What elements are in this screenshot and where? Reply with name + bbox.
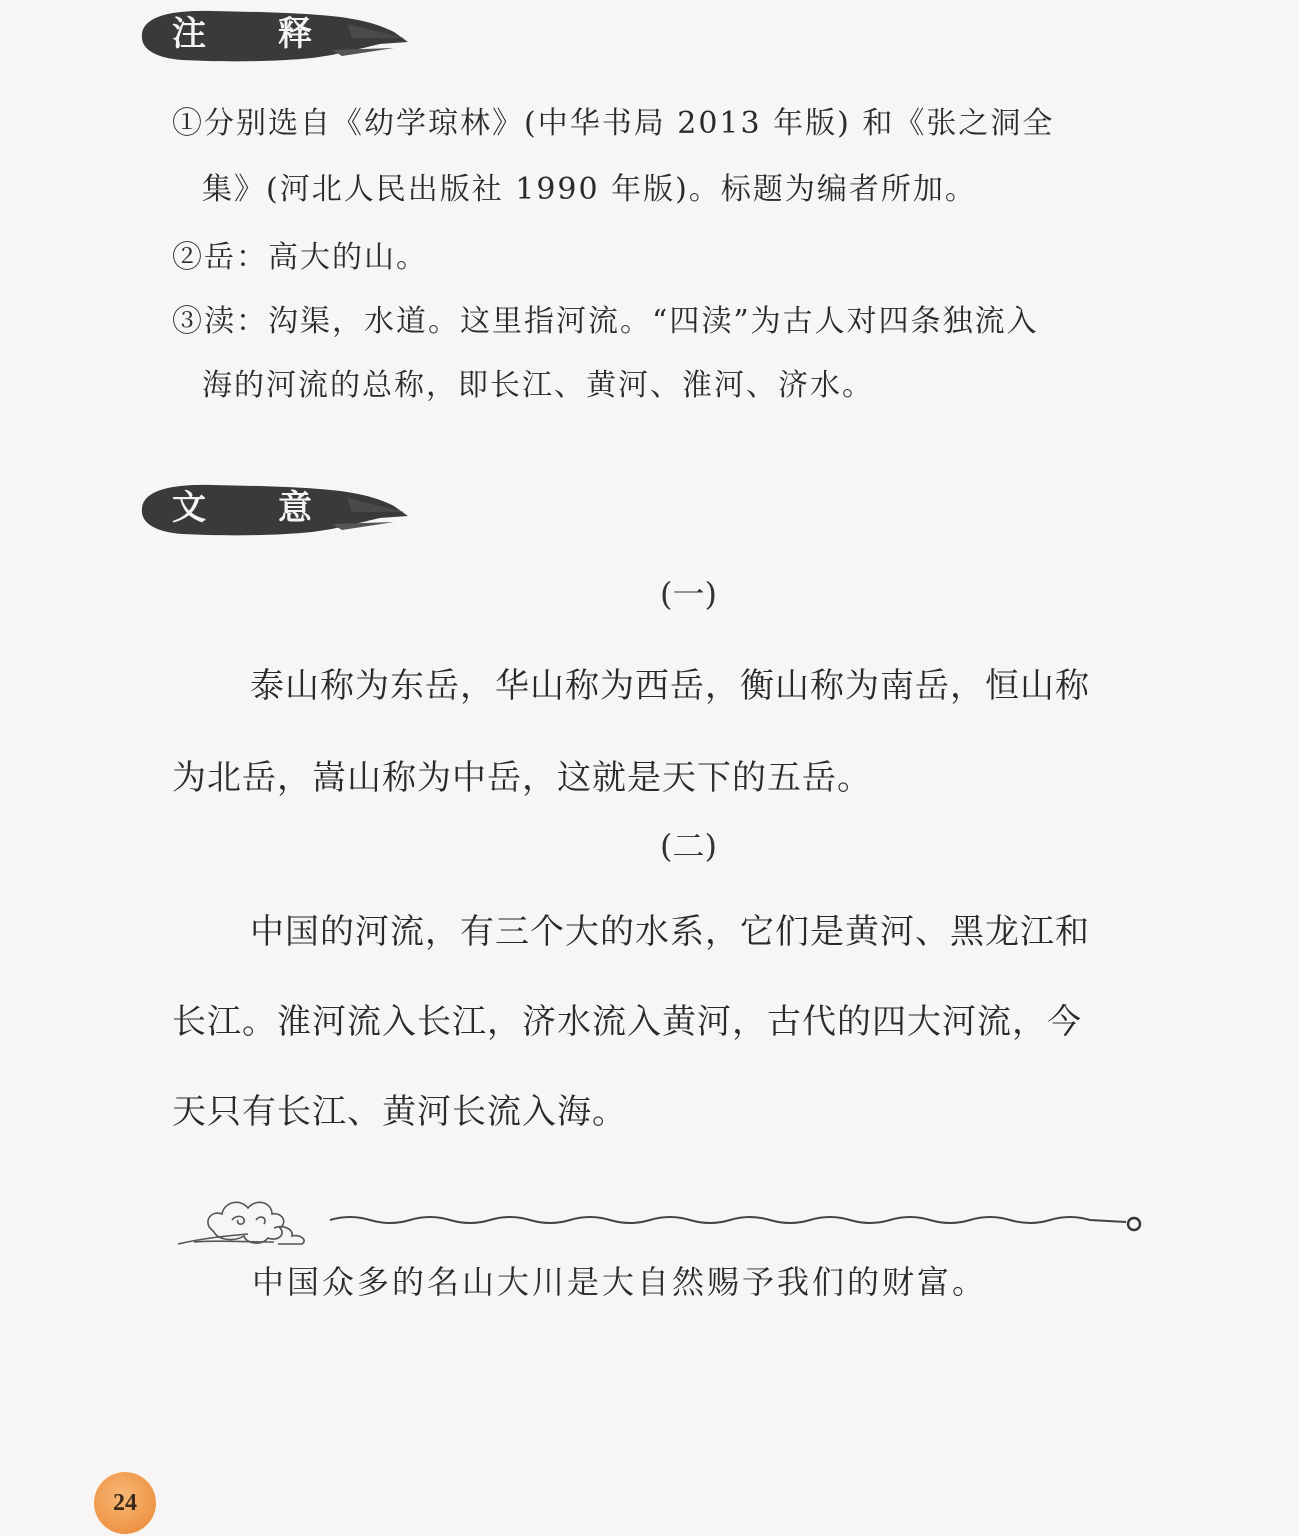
meaning-heading-char-1: 文 (172, 488, 206, 528)
notes-heading-char-1: 注 (172, 14, 206, 54)
cloud-divider-icon (174, 1184, 1154, 1254)
part1-line-1: 泰山称为东岳，华山称为西岳，衡山称为南岳，恒山称 (250, 666, 1090, 706)
note-2: ②岳：高大的山。 (172, 240, 428, 275)
page-number: 24 (113, 1489, 137, 1516)
note-3-line-1: ③渎：沟渠，水道。这里指河流。“四渎”为古人对四条独流入 (172, 304, 1039, 339)
section-mark-2: (二) (660, 827, 717, 865)
page-number-badge (94, 1472, 156, 1534)
part2-line-2: 长江。淮河流入长江，济水流入黄河，古代的四大河流，今 (172, 1002, 1082, 1042)
moral-statement: 中国众多的名山大川是大自然赐予我们的财富。 (252, 1263, 988, 1301)
notes-heading-char-2: 释 (278, 14, 312, 54)
part2-line-3: 天只有长江、黄河长流入海。 (172, 1092, 627, 1132)
part1-line-2: 为北岳，嵩山称为中岳，这就是天下的五岳。 (172, 758, 872, 798)
meaning-heading-char-2: 意 (278, 488, 312, 528)
notes-heading (132, 4, 408, 66)
section-mark-1: (一) (660, 575, 717, 613)
note-3-line-2: 海的河流的总称，即长江、黄河、淮河、济水。 (202, 368, 874, 403)
note-1-line-1: ①分别选自《幼学琼林》(中华书局 2013 年版) 和《张之洞全 (172, 106, 1055, 141)
note-1-line-2: 集》(河北人民出版社 1990 年版)。标题为编者所加。 (202, 172, 977, 207)
part2-line-1: 中国的河流，有三个大的水系，它们是黄河、黑龙江和 (250, 912, 1090, 952)
meaning-heading (132, 478, 408, 540)
